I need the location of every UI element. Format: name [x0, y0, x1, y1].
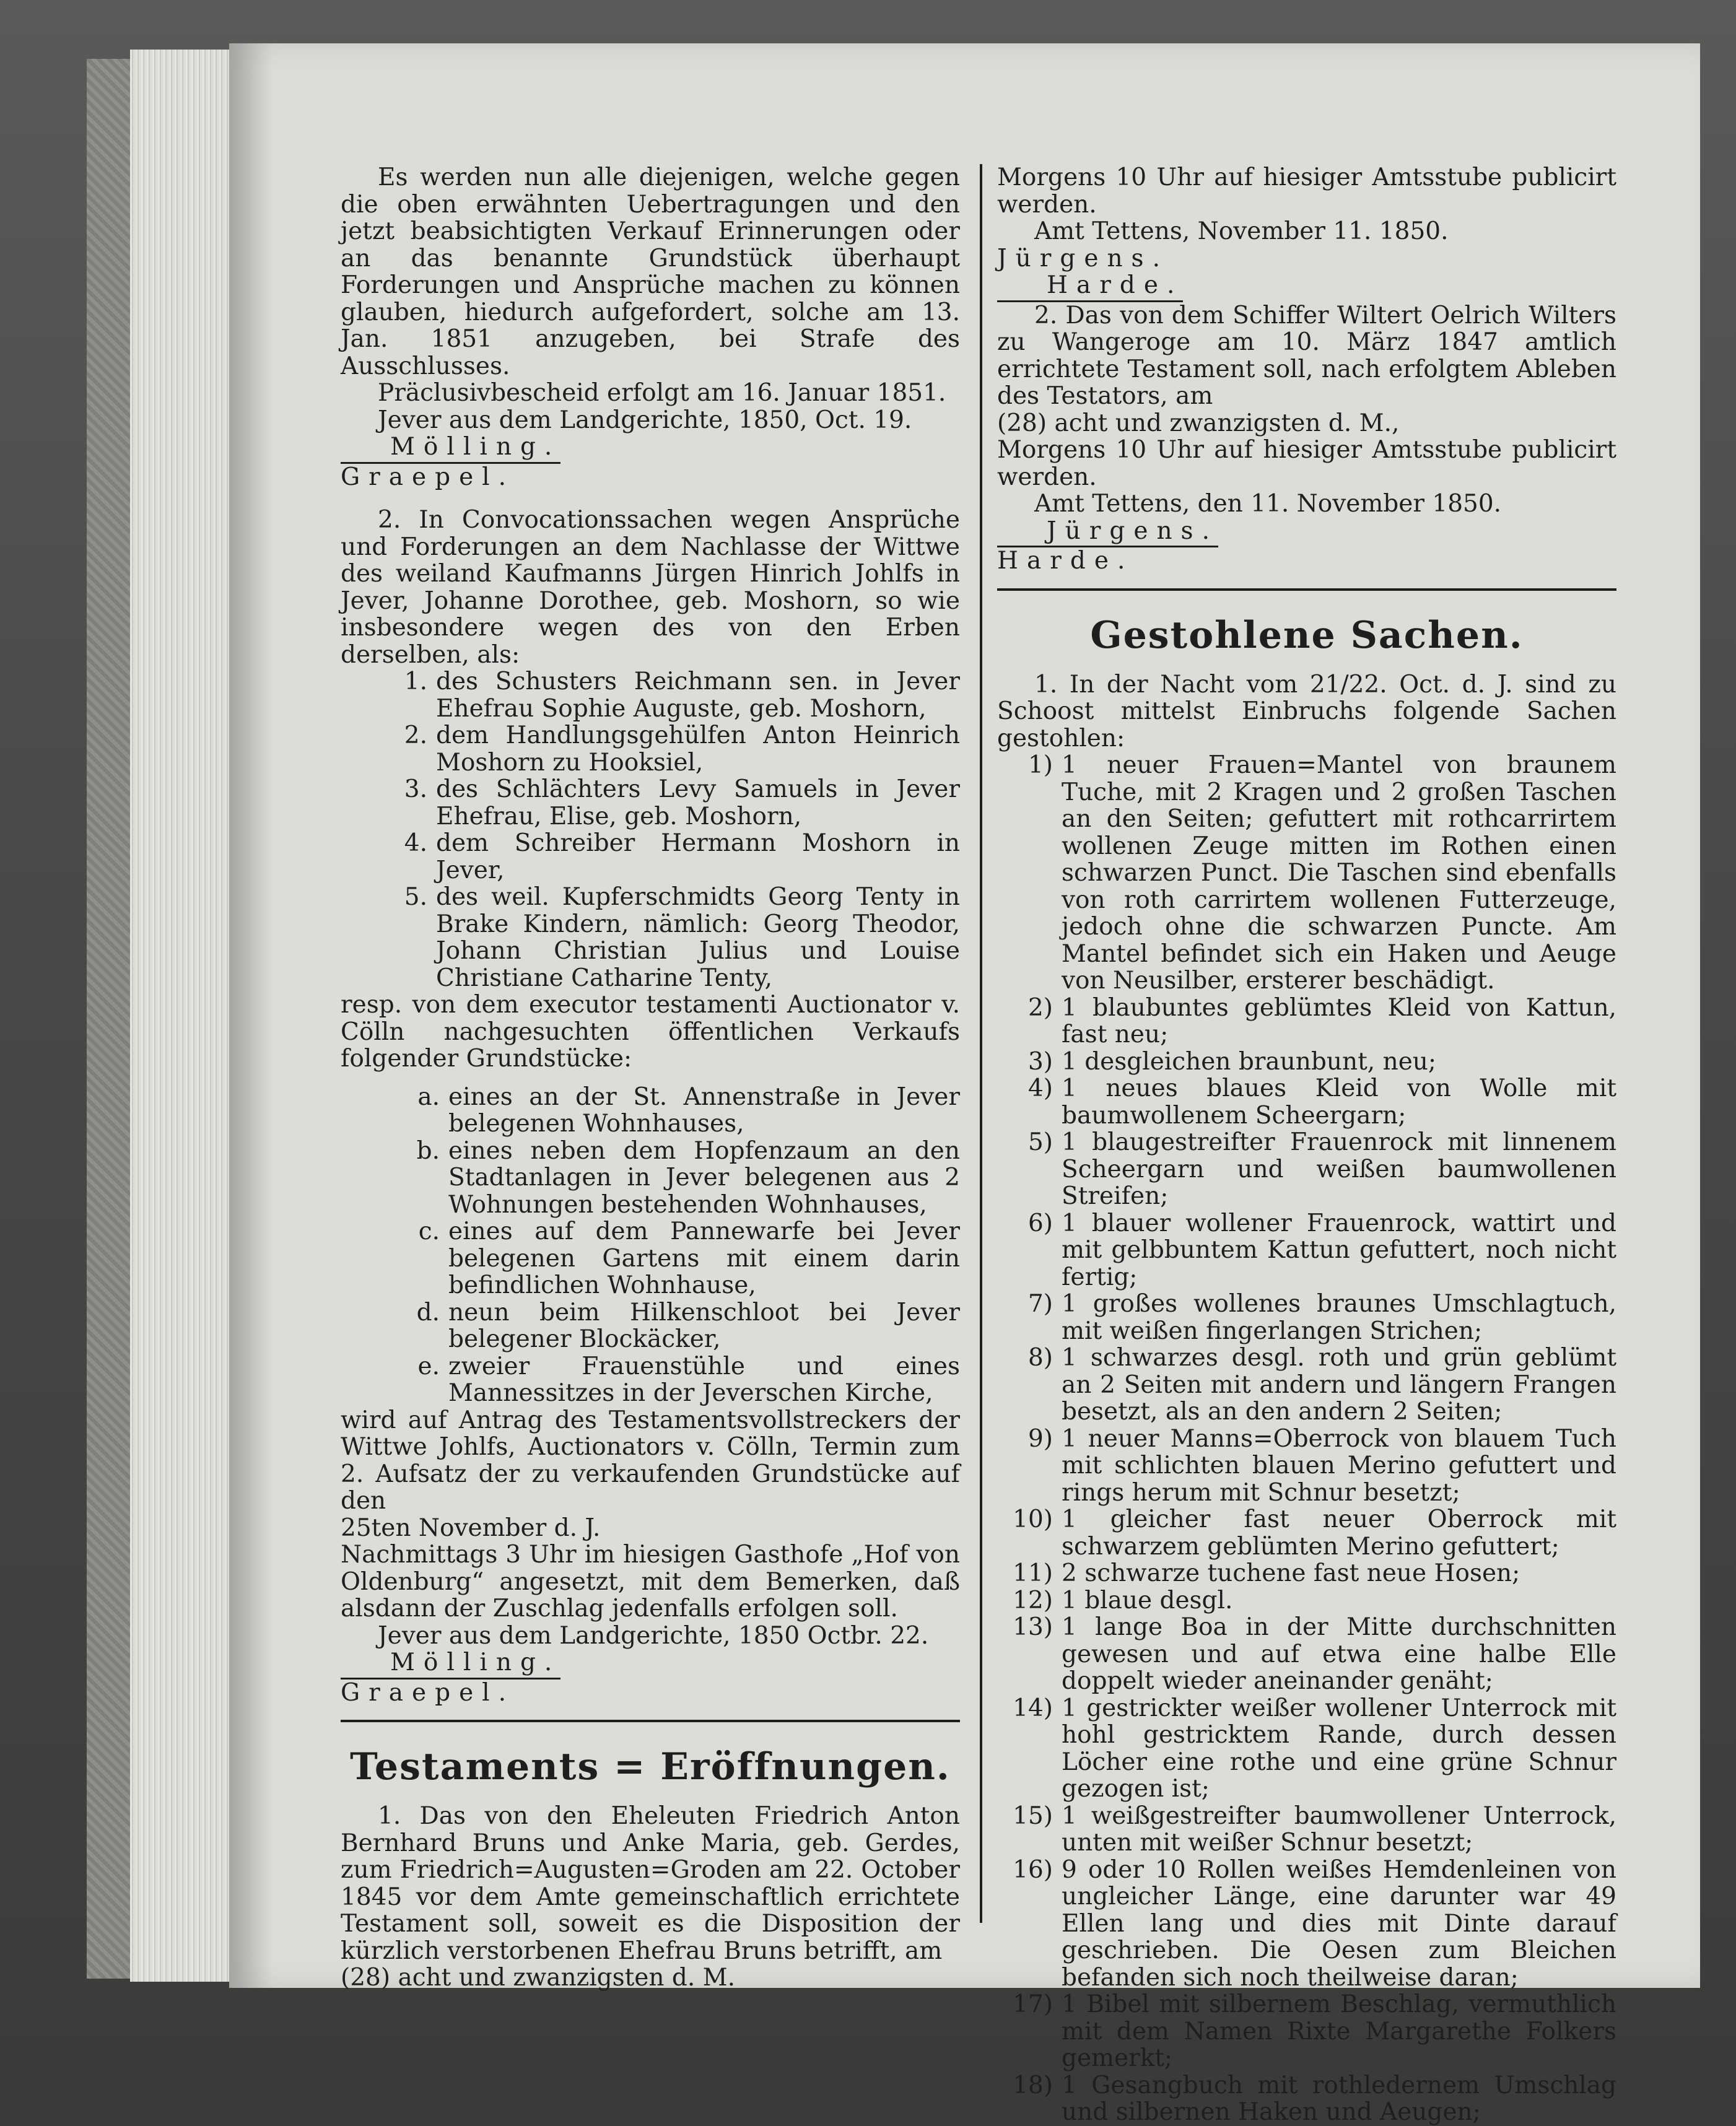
date-line: Amt Tettens, den 11. November 1850.: [1034, 490, 1502, 518]
signature: Mölling.: [341, 1649, 960, 1679]
signature: Jürgens.: [997, 244, 1169, 272]
paragraph: 1. In der Nacht vom 21/22. Oct. d. J. sind zu Schoost mittelst Einbruchs folgende Sachen gestohlen:: [997, 670, 1616, 752]
list-item: 1) 1 neuer Frauen=Mantel von braunem Tuche, mit 2 Kragen und 2 großen Taschen an den Seiten; gefuttert mit rothcarrirtem wollenen Zeuge mitten im Rothen einen schwarzen Punct. Die Taschen sind ebenfalls von roth carrirtem wollenen Futterzeuge, jedoch ohne die schwarzen Puncte. Am Mantel befindet sich ein Haken und Aeuge von Neusilber, ersterer beschädigt.: [1027, 751, 1616, 995]
page-edges: [130, 50, 229, 1982]
signature: Mölling.: [341, 433, 960, 464]
left-column: [341, 164, 960, 1992]
book-cover-edge: [87, 59, 133, 1979]
list-item: 4. dem Schreiber Hermann Moshorn in Jever,: [404, 829, 960, 884]
heirs-list: [341, 668, 960, 991]
paragraph: Morgens 10 Uhr auf hiesiger Amtsstube publicirt werden.: [997, 163, 1616, 219]
gutter-shadow: [229, 43, 273, 1988]
date-line: 25ten November d. J.: [341, 1514, 601, 1542]
paragraph: 2. Das von dem Schiffer Wiltert Oelrich Wilters zu Wangeroge am 10. März 1847 amtlich errichtete Testament soll, nach erfolgtem Ableben des Testators, am: [997, 301, 1616, 410]
list-item: 1. des Schusters Reichmann sen. in Jever Ehefrau Sophie Auguste, geb. Moshorn,: [404, 668, 960, 723]
list-item: 7) 1 großes wollenes braunes Umschlagtuch, mit weißen fingerlangen Strichen;: [1027, 1290, 1616, 1345]
paragraph: Nachmittags 3 Uhr im hiesigen Gasthofe „Hof von Oldenburg“ angesetzt, mit dem Bemerken, daß alsdann der Zuschlag jedenfalls erfolgen soll.: [341, 1541, 960, 1623]
list-item: 4) 1 neues blaues Kleid von Wolle mit baumwollenem Scheergarn;: [1027, 1074, 1616, 1130]
properties-list: [341, 1084, 960, 1407]
date-line: Amt Tettens, November 11. 1850.: [1034, 217, 1449, 245]
paragraph: resp. von dem executor testamenti Auctionator v. Cölln nachgesuchten öffentlichen Verkaufs folgender Grundstücke:: [341, 991, 960, 1073]
list-item: 15) 1 weißgestreifter baumwollener Unterrock, unten mit weißer Schnur besetzt;: [1013, 1801, 1616, 1857]
list-item: 11) 2 schwarze tuchene fast neue Hosen;: [1013, 1559, 1520, 1587]
list-item: 9) 1 neuer Manns=Oberrock von blauem Tuch mit schlichten blauen Merino gefuttert und rings herum mit Schnur besetzt;: [1027, 1424, 1616, 1507]
list-item: 5) 1 blaugestreifter Frauenrock mit linnenem Scheergarn und weißen baumwollenen Streifen;: [1027, 1128, 1616, 1210]
paragraph: Präclusivbescheid erfolgt am 16. Januar 1851.: [378, 379, 946, 407]
signature: Harde.: [997, 547, 1134, 575]
list-item: a. eines an der St. Annenstraße in Jever belegenen Wohnhauses,: [417, 1083, 960, 1138]
list-item: 2. dem Handlungsgehülfen Anton Heinrich Moshorn zu Hooksiel,: [404, 721, 960, 777]
section-heading: Testaments = Eröffnungen.: [350, 1745, 951, 1788]
stolen-items-list: [997, 752, 1616, 2126]
list-item: 17) 1 Bibel mit silbernem Beschlag, vermuthlich mit dem Namen Rixte Margarethe Folkers gemerkt;: [1013, 1990, 1616, 2072]
paragraph: 2. In Convocationssachen wegen Ansprüche und Forderungen an dem Nachlasse der Wittwe des weiland Kaufmanns Jürgen Hinrich Johlfs in Jever, Johanne Dorothee, geb. Moshorn, so wie insbesondere wegen des von den Erben derselben, als:: [341, 506, 960, 669]
list-item: 2) 1 blaubuntes geblümtes Kleid von Kattun, fast neu;: [1027, 993, 1616, 1048]
list-item: b. eines neben dem Hopfenzaum an den Stadtanlagen in Jever belegenen aus 2 Wohnungen bestehenden Wohnhauses,: [416, 1136, 960, 1219]
book-page: [229, 43, 1700, 2126]
list-item: d. neun beim Hilkenschloot bei Jever belegener Blockäcker,: [416, 1298, 960, 1353]
signature: Harde.: [997, 272, 1616, 302]
list-item: 13) 1 lange Boa in der Mitte durchschnitten gewesen und auf etwa eine halbe Elle doppelt wieder aneinander genäht;: [1013, 1613, 1616, 1695]
list-item: 6) 1 blauer wollener Frauenrock, wattirt und mit gelbbuntem Kattun gefuttert, noch nicht fertig;: [1027, 1209, 1616, 1291]
section-heading: Gestohlene Sachen.: [1090, 613, 1524, 657]
list-item: 16) 9 oder 10 Rollen weißes Hemdenleinen von ungleicher Länge, eine darunter war 49 Ellen lang und dies mit Dinte darauf geschrieben. Die Oesen zum Bleichen befanden sich noch theilweise daran;: [1013, 1855, 1616, 1992]
signature: Graepel.: [341, 463, 515, 491]
paragraph: Morgens 10 Uhr auf hiesiger Amtsstube publicirt werden.: [997, 436, 1616, 491]
list-item: 18) 1 Gesangbuch mit rothledernem Umschlag und silbernen Haken und Aeugen;: [1013, 2071, 1616, 2126]
section-rule: [997, 588, 1616, 591]
date-line: Jever aus dem Landgerichte, 1850, Oct. 19.: [378, 406, 912, 434]
list-item: 12) 1 blaue desgl.: [1013, 1586, 1233, 1614]
paragraph: 1. Das von den Eheleuten Friedrich Anton Bernhard Bruns und Anke Maria, geb. Gerdes, zum Friedrich=Augusten=Groden am 22. October 1845 vor dem Amte gemeinschaftlich errichtete Testament soll, soweit es die Disposition der kürzlich verstorbenen Ehefrau Bruns betrifft, am: [341, 1802, 960, 1965]
right-column: [997, 164, 1616, 2126]
date-line: (28) acht und zwanzigsten d. M.: [341, 1964, 735, 1992]
list-item: e. zweier Frauenstühle und eines Mannessitzes in der Jeverschen Kirche,: [417, 1352, 960, 1407]
list-item: 3. des Schlächters Levy Samuels in Jever Ehefrau, Elise, geb. Moshorn,: [404, 775, 960, 830]
list-item: 3) 1 desgleichen braunbunt, neu;: [1027, 1047, 1437, 1076]
date-line: (28) acht und zwanzigsten d. M.,: [997, 409, 1400, 437]
list-item: 8) 1 schwarzes desgl. roth und grün geblümt an 2 Seiten mit andern und längern Frangen besetzt, als an den andern 2 Seiten;: [1027, 1344, 1616, 1426]
date-line: Jever aus dem Landgerichte, 1850 Octbr. 22.: [378, 1621, 929, 1650]
section-rule: [341, 1720, 960, 1722]
signature: Jürgens.: [997, 518, 1616, 548]
paragraph: wird auf Antrag des Testamentsvollstreckers der Wittwe Johlfs, Auctionators v. Cölln, Termin zum 2. Aufsatz der zu verkaufenden Grundstücke auf den: [341, 1406, 960, 1515]
column-divider: [980, 164, 982, 1923]
list-item: 14) 1 gestrickter weißer wollener Unterrock mit hohl gestricktem Rande, durch dessen Löcher eine rothe und eine grüne Schnur gezogen ist;: [1013, 1694, 1616, 1803]
signature: Graepel.: [341, 1678, 515, 1707]
paragraph: Es werden nun alle diejenigen, welche gegen die oben erwähnten Uebertragungen und den jetzt beabsichtigten Verkauf Erinnerungen oder an das benannte Grundstück überhaupt Forderungen und Ansprüche machen zu können glauben, hiedurch aufgefordert, solche am 13. Jan. 1851 anzugeben, bei Strafe des Ausschlusses.: [341, 163, 960, 380]
list-item: 5. des weil. Kupferschmidts Georg Tenty in Brake Kindern, nämlich: Georg Theodor, Johann Christian Julius und Louise Christiane Catharine Tenty,: [404, 883, 960, 992]
list-item: 10) 1 gleicher fast neuer Oberrock mit schwarzem geblümten Merino gefuttert;: [1013, 1505, 1616, 1561]
list-item: c. eines auf dem Pannewarfe bei Jever belegenen Gartens mit einem darin befindlichen Wohnhause,: [418, 1218, 960, 1299]
